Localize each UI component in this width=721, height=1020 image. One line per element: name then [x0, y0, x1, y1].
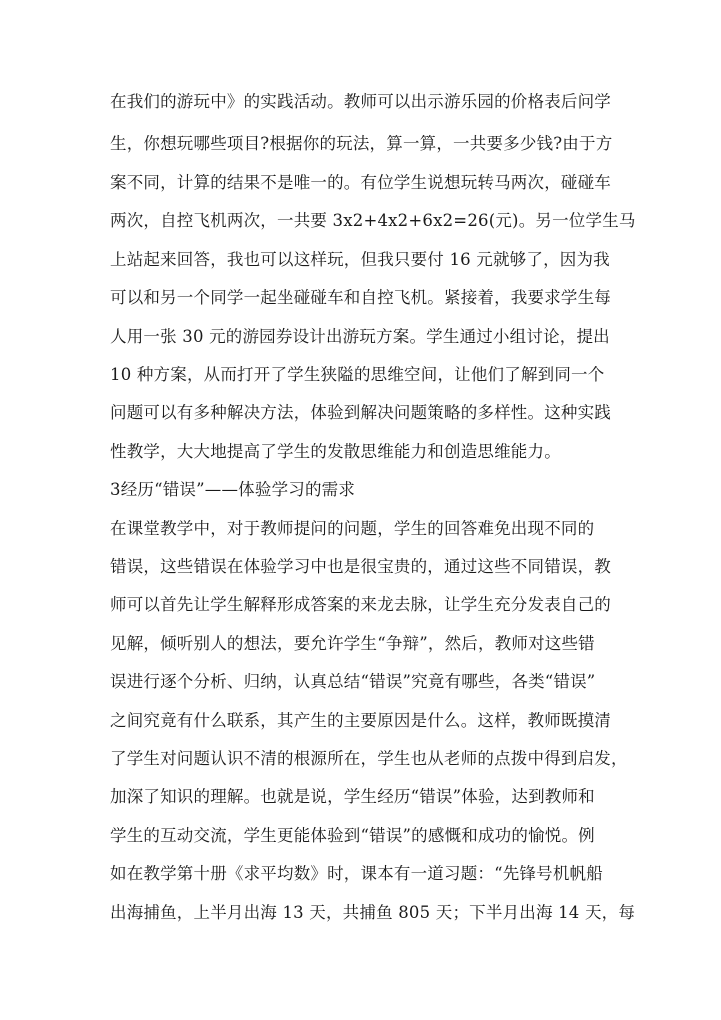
section-heading: 3经历“错误”——体验学习的需求	[110, 480, 356, 499]
text-line: 在课堂教学中，对于教师提问的问题，学生的回答难免出现不同的	[110, 519, 595, 538]
text-line: 师可以首先让学生解释形成答案的来龙去脉，让学生充分发表自己的	[110, 595, 611, 614]
text-line: 生，你想玩哪些项目?根据你的玩法，算一算，一共要多少钱?由于方	[110, 134, 613, 153]
text-line: 见解，倾听别人的想法，要允许学生“争辩”，然后，教师对这些错	[110, 634, 595, 653]
text-line: 性教学，大大地提高了学生的发散思维能力和创造思维能力。	[110, 442, 561, 461]
text-line: 案不同，计算的结果不是唯一的。有位学生说想玩转马两次，碰碰车	[110, 173, 611, 192]
text-line: 人用一张 30 元的游园券设计出游玩方案。学生通过小组讨论，提出	[110, 327, 610, 346]
text-line: 学生的互动交流，学生更能体验到“错误”的感慨和成功的愉悦。例	[110, 826, 595, 845]
text-line: 了学生对问题认识不清的根源所在，学生也从老师的点拨中得到启发，	[110, 749, 628, 768]
text-line: 在我们的游玩中》的实践活动。教师可以出示游乐园的价格表后问学	[110, 92, 611, 111]
text-line: 上站起来回答，我也可以这样玩，但我只要付 16 元就够了，因为我	[110, 250, 610, 269]
text-line: 误进行逐个分析、归纳，认真总结“错误”究竟有哪些，各类“错误”	[110, 672, 596, 691]
text-line: 之间究竟有什么联系，其产生的主要原因是什么。这样，教师既摸清	[110, 711, 611, 730]
text-line: 可以和另一个同学一起坐碰碰车和自控飞机。紧接着，我要求学生每	[110, 288, 611, 307]
text-line: 出海捕鱼，上半月出海 13 天，共捕鱼 805 天；下半月出海 14 天，每	[110, 903, 636, 922]
text-line: 两次，自控飞机两次，一共要 3x2+4x2+6x2=26(元)。另一位学生马	[110, 211, 636, 230]
text-line: 10 种方案，从而打开了学生狭隘的思维空间，让他们了解到同一个	[110, 365, 605, 384]
text-line: 问题可以有多种解决方法，体验到解决问题策略的多样性。这种实践	[110, 403, 611, 422]
text-line: 如在教学第十册《求平均数》时，课本有一道习题：“先锋号机帆船	[110, 864, 603, 883]
text-line: 加深了知识的理解。也就是说，学生经历“错误”体验，达到教师和	[110, 787, 595, 806]
text-line: 错误，这些错误在体验学习中也是很宝贵的，通过这些不同错误，教	[110, 557, 611, 576]
